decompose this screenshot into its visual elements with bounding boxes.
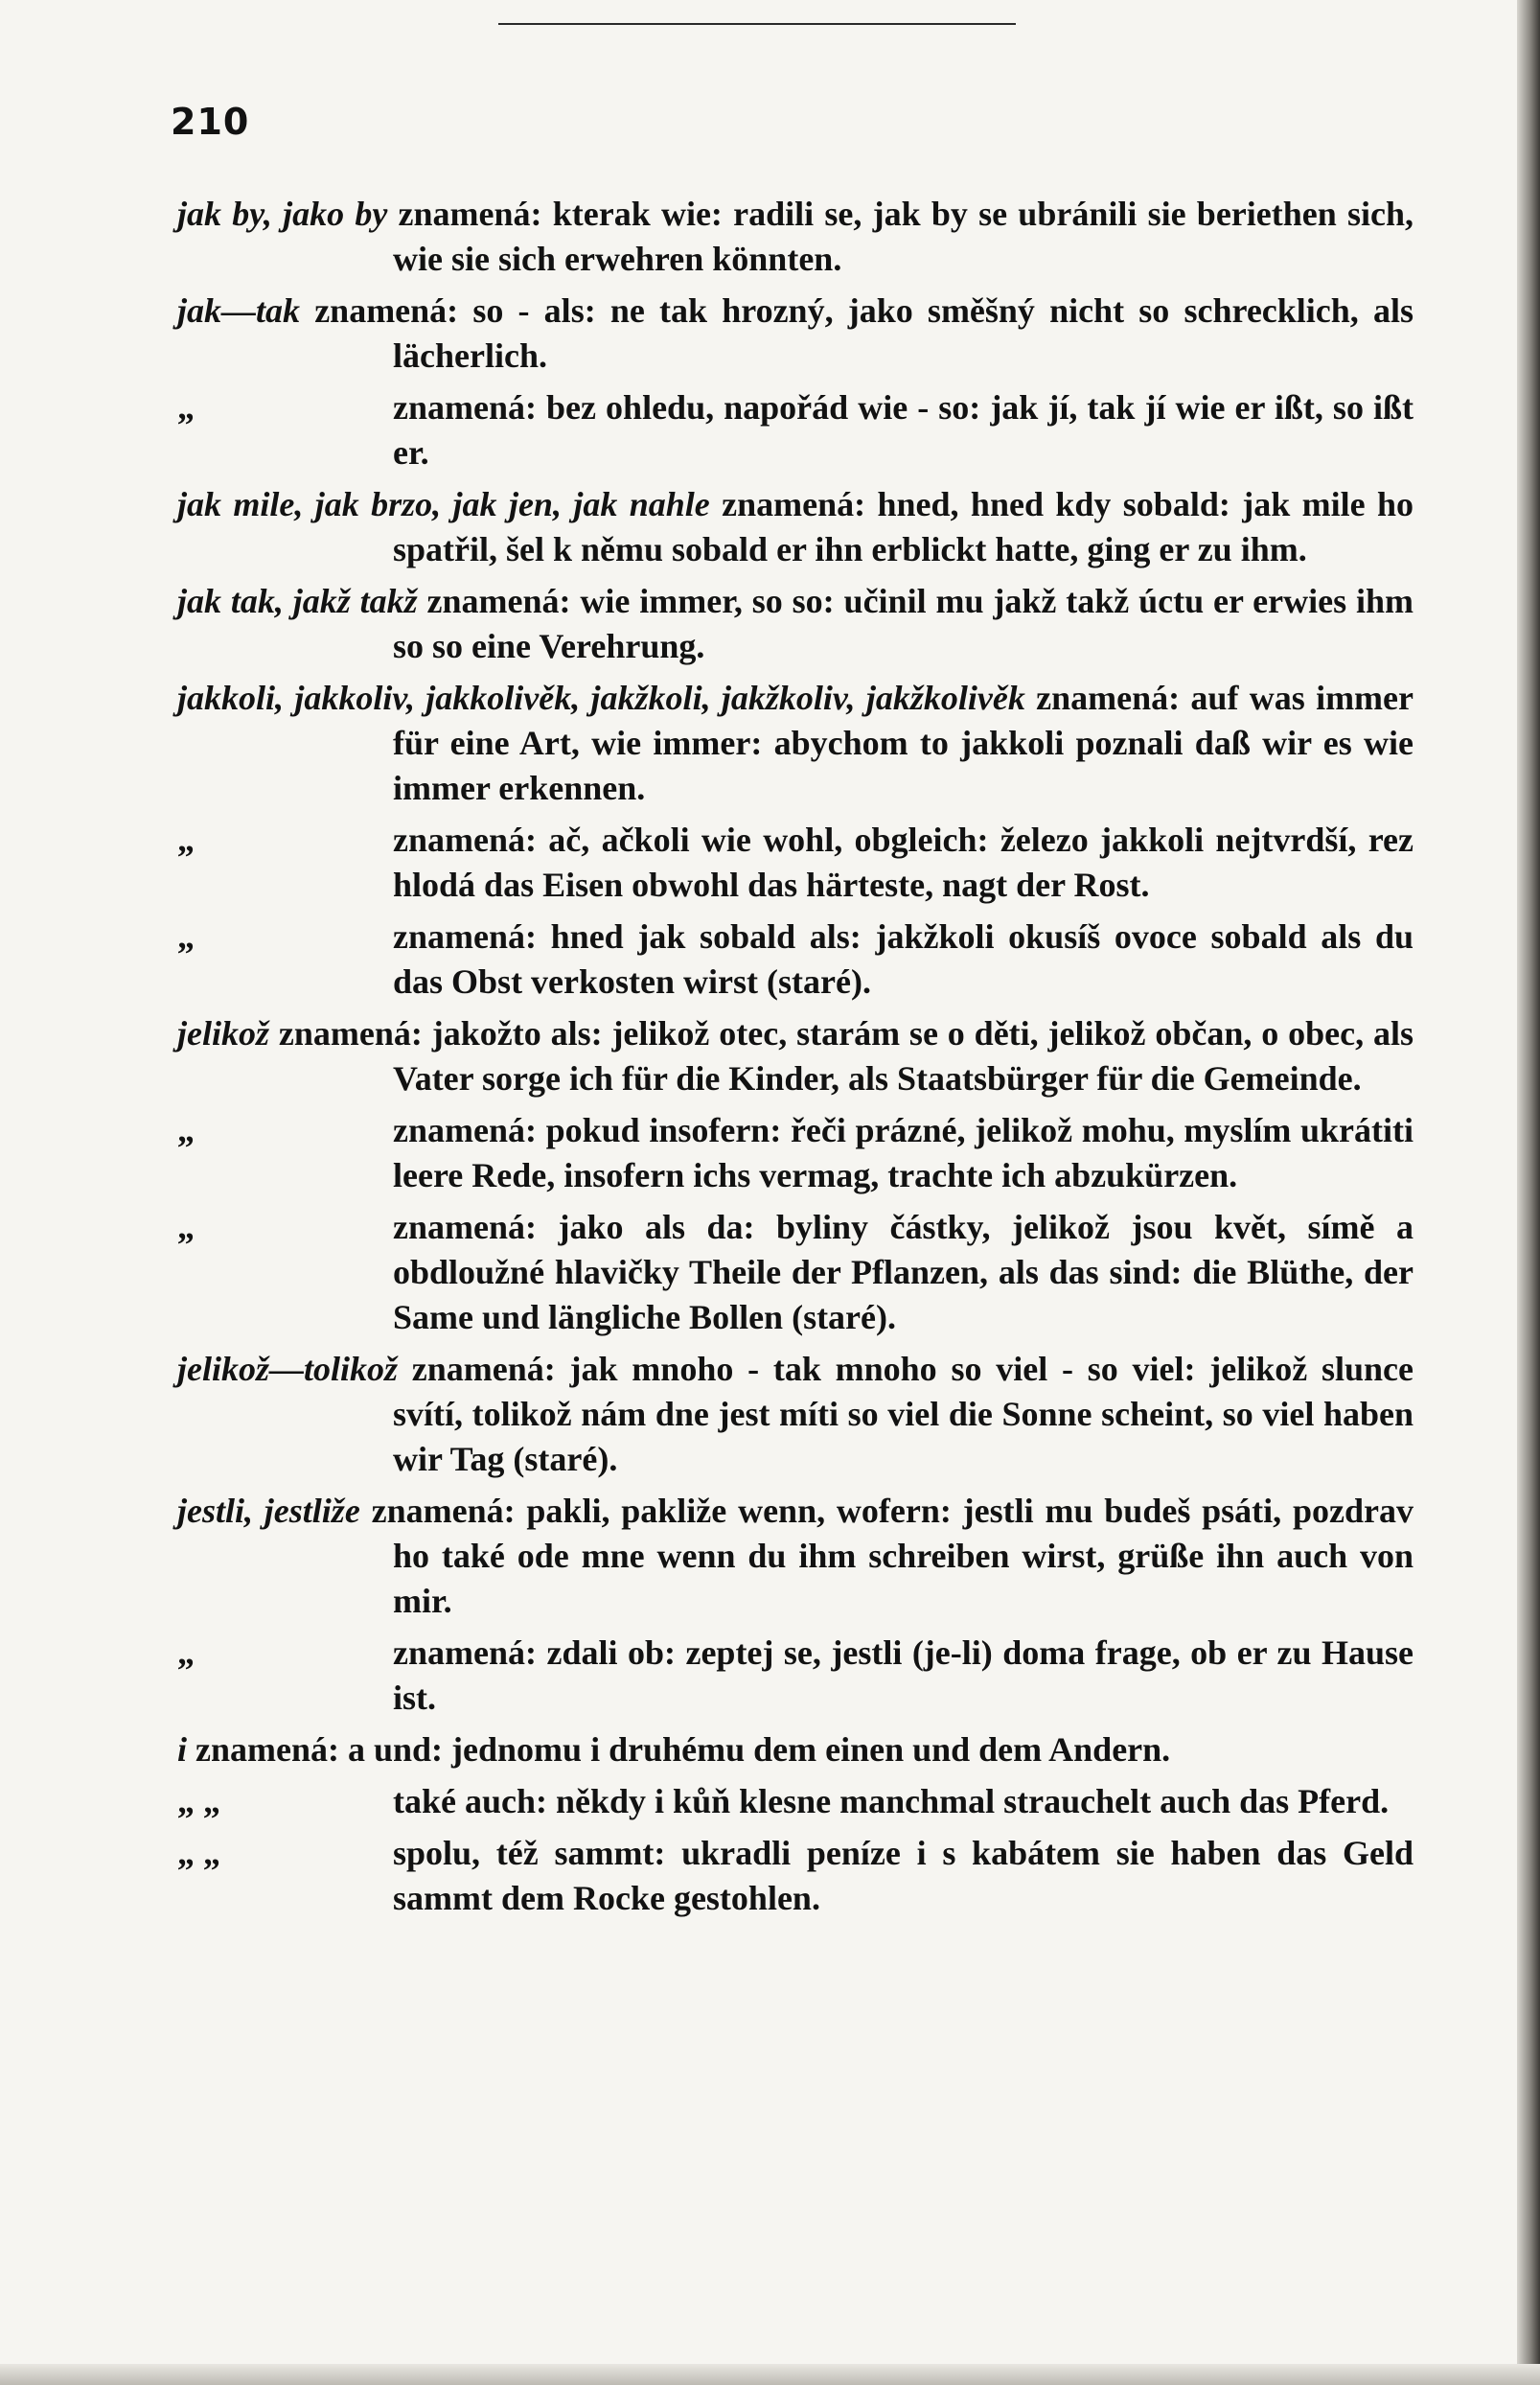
entry-text: znamená: auf was immer für eine Art, wie immer: abychom to jakkoli poznali daß wir es wie immer erkennen. bbox=[393, 679, 1414, 807]
dictionary-entry bbox=[177, 579, 1414, 669]
page-number: 210 bbox=[171, 101, 250, 143]
entry-headword: jelikož bbox=[177, 1014, 269, 1053]
dictionary-subentry bbox=[177, 818, 1414, 908]
dictionary-entry bbox=[177, 1489, 1414, 1624]
ditto-mark: „ bbox=[177, 917, 195, 956]
dictionary-subentry bbox=[177, 1631, 1414, 1721]
ditto-mark: „ „ bbox=[177, 1782, 220, 1820]
dictionary-entry bbox=[177, 676, 1414, 811]
dictionary-entry bbox=[177, 192, 1414, 282]
ditto-mark: „ bbox=[177, 1633, 195, 1672]
entry-text: znamená: jak mnoho - tak mnoho so viel - so viel: jelikož slunce svítí, tolikož nám dne jest míti so viel die Sonne scheint, so viel haben wir Tag (staré). bbox=[393, 1350, 1414, 1478]
entry-headword: jakkoli, jakkoliv, jakkolivěk, jakžkoli, jakžkoliv, jakžkolivěk bbox=[177, 679, 1025, 717]
ditto-mark: „ bbox=[177, 821, 195, 859]
ditto-mark: „ bbox=[177, 1208, 195, 1246]
entry-text: znamená: pakli, pakliže wenn, wofern: jestli mu budeš psáti, pozdrav ho také ode mne wenn du ihm schreiben wirst, grüße ihn auch von mir. bbox=[359, 1492, 1414, 1620]
entry-text: znamená: ač, ačkoli wie wohl, obgleich: železo jakkoli nejtvrdší, rez hlodá das Eisen obwohl das härteste, nagt der Rost. bbox=[393, 821, 1414, 904]
entry-headword: jak by, jako by bbox=[177, 195, 388, 233]
entry-headword: jak tak, jakž takž bbox=[177, 582, 418, 620]
dictionary-subentry bbox=[177, 1831, 1414, 1921]
dictionary-subentry bbox=[177, 385, 1414, 475]
page-edge-right bbox=[1517, 0, 1540, 2385]
entry-text: znamená: hned, hned kdy sobald: jak mile ho spatřil, šel k němu sobald er ihn erblickt hatte, ging er zu ihm. bbox=[393, 485, 1414, 568]
entry-text: znamená: so - als: ne tak hrozný, jako směšný nicht so schrecklich, als lächerlich. bbox=[300, 291, 1414, 375]
ditto-mark: „ bbox=[177, 1111, 195, 1149]
entry-text: znamená: bez ohledu, napořád wie - so: jak jí, tak jí wie er ißt, so ißt er. bbox=[393, 388, 1414, 472]
dictionary-entry bbox=[177, 289, 1414, 379]
entry-text: znamená: wie immer, so so: učinil mu jakž takž úctu er erwies ihm so so eine Verehrung. bbox=[393, 582, 1414, 665]
dictionary-subentry bbox=[177, 1108, 1414, 1198]
entry-text: znamená: zdali ob: zeptej se, jestli (je-li) doma frage, ob er zu Hause ist. bbox=[393, 1633, 1414, 1717]
dictionary-subentry bbox=[177, 915, 1414, 1005]
entry-headword: jestli, jestliže bbox=[177, 1492, 360, 1530]
entry-text: spolu, též sammt: ukradli peníze i s kabátem sie haben das Geld sammt dem Rocke gestohlen. bbox=[393, 1834, 1414, 1917]
entry-headword: i bbox=[177, 1730, 188, 1769]
ditto-mark: „ bbox=[177, 388, 195, 427]
entry-headword: jak—tak bbox=[177, 291, 301, 330]
dictionary-entry bbox=[177, 482, 1414, 572]
entry-headword: jak mile, jak brzo, jak jen, jak nahle bbox=[177, 485, 710, 523]
dictionary-entry bbox=[177, 1011, 1414, 1101]
entry-text: znamená: jako als da: byliny částky, jelikož jsou květ, símě a obdloužné hlavičky Theile der Pflanzen, als das sind: die Blüthe, der Same und längliche Bollen (staré). bbox=[393, 1208, 1414, 1336]
dictionary-entries bbox=[177, 192, 1414, 1928]
entry-text: znamená: hned jak sobald als: jakžkoli okusíš ovoce sobald als du das Obst verkosten wirst (staré). bbox=[393, 917, 1414, 1001]
dictionary-subentry bbox=[177, 1779, 1414, 1824]
dictionary-entry bbox=[177, 1727, 1414, 1772]
page-edge-bottom bbox=[0, 2364, 1540, 2385]
entry-text: znamená: jakožto als: jelikož otec, starám se o děti, jelikož občan, o obec, als Vater sorge ich für die Kinder, als Staatsbürger für die Gemeinde. bbox=[269, 1014, 1414, 1098]
dictionary-subentry bbox=[177, 1205, 1414, 1340]
entry-text: znamená: kterak wie: radili se, jak by se ubránili sie beriethen sich, wie sie sich erwehren könnten. bbox=[387, 195, 1414, 278]
entry-headword: jelikož—tolikož bbox=[177, 1350, 399, 1388]
top-rule bbox=[498, 23, 1016, 25]
ditto-mark: „ „ bbox=[177, 1834, 220, 1872]
dictionary-entry bbox=[177, 1347, 1414, 1482]
entry-text: znamená: a und: jednomu i druhému dem einen und dem Andern. bbox=[187, 1730, 1171, 1769]
entry-text: znamená: pokud insofern: řeči prázné, jelikož mohu, myslím ukrátiti leere Rede, insofern ichs vermag, trachte ich abzukürzen. bbox=[393, 1111, 1414, 1194]
entry-text: také auch: někdy i kůň klesne manchmal strauchelt auch das Pferd. bbox=[393, 1782, 1390, 1820]
